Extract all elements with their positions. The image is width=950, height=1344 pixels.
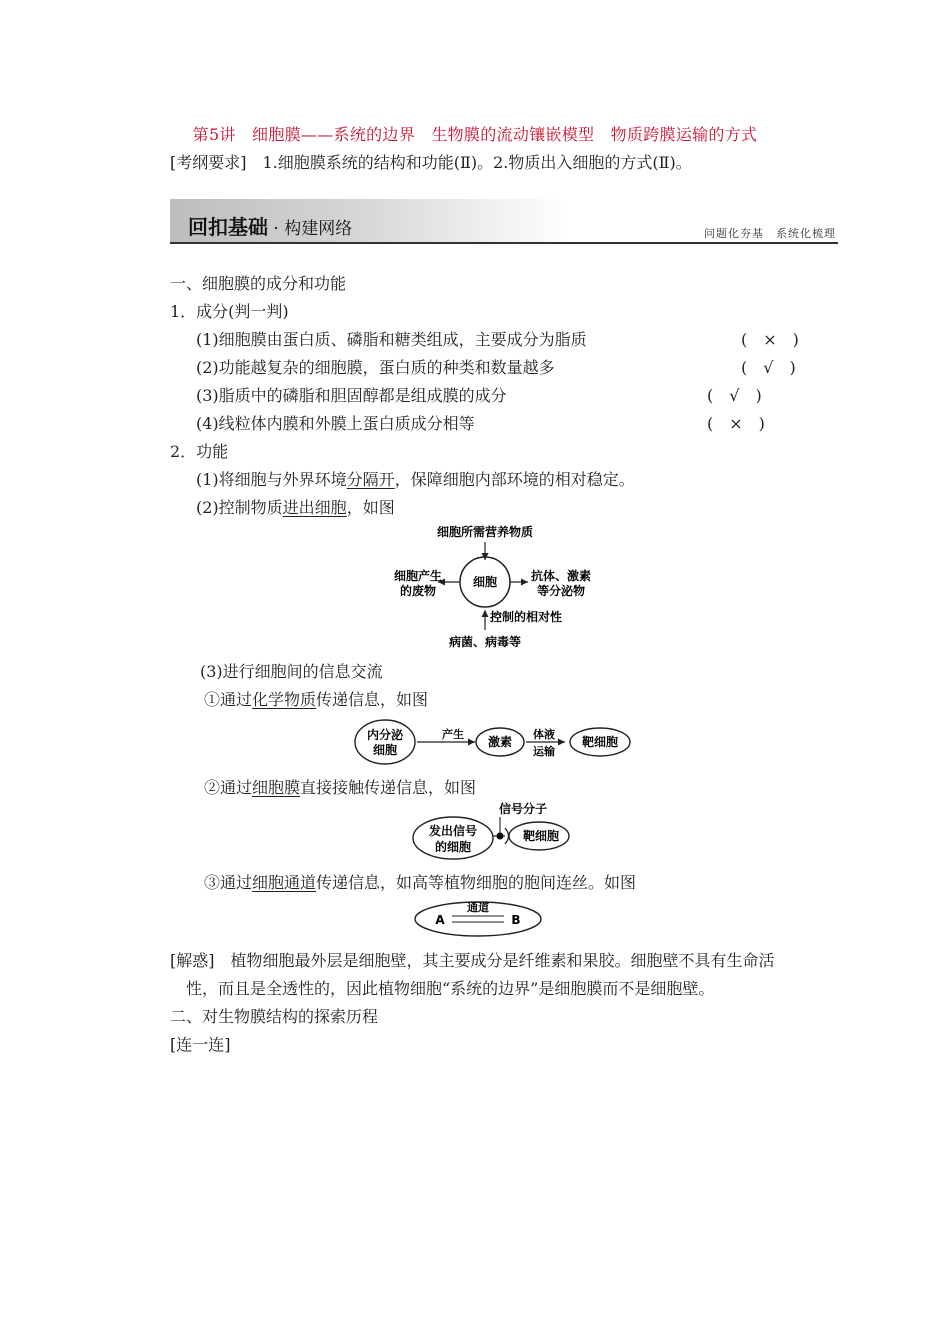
diag1-left-label-1: 细胞产生	[393, 569, 443, 583]
diag2-arrow-1-label: 产生	[442, 728, 464, 741]
section1-heading: 一、细胞膜的成分和功能	[170, 274, 347, 293]
diag1-top-label: 细胞所需营养物质	[436, 525, 534, 539]
diag4-cell-a: A	[435, 913, 445, 927]
function-1-pre: (1)将细胞与外界环境	[196, 470, 347, 489]
diag1-bottom-label: 病菌、病毒等	[448, 635, 522, 649]
diag3-signal-molecule	[497, 833, 504, 840]
function-2-pre: (2)控制物质	[196, 498, 283, 517]
banner-title	[188, 211, 352, 240]
diag1-relative-label: 控制的相对性	[490, 610, 563, 624]
diag3-sender-label-2: 的细胞	[434, 840, 472, 854]
syllabus-requirements: [考纲要求] 1.细胞膜系统的结构和功能(Ⅱ)。2.物质出入细胞的方式(Ⅱ)。	[170, 153, 692, 172]
banner-dot: ·	[268, 219, 285, 239]
diag1-center-label: 细胞	[472, 575, 498, 589]
method-1-key: 化学物质	[252, 690, 317, 709]
diag1-right-label-2: 等分泌物	[536, 584, 586, 598]
judge-mark-4: ( × )	[707, 414, 765, 433]
connect-label: [连一连]	[170, 1035, 231, 1054]
method-3-post: 传递信息，如高等植物细胞的胞间连丝。如图	[316, 873, 637, 892]
function-2	[196, 495, 395, 518]
function-3: (3)进行细胞间的信息交流	[200, 662, 383, 681]
diag1-right-label-1: 抗体、激素	[530, 569, 592, 583]
method-2-pre: ②通过	[204, 778, 253, 797]
diag2-arrow-2-label-1: 体液	[533, 728, 555, 741]
diagram-contact-signal	[405, 799, 575, 863]
judge-mark-2: ( √ )	[741, 358, 796, 377]
clarify-line-2: 性，而且是全透性的，因此植物细胞“系统的边界”是细胞膜而不是细胞壁。	[186, 979, 715, 998]
diagram-control-substances	[380, 520, 620, 654]
method-2-post: 直接接触传递信息，如图	[300, 778, 477, 797]
method-1-pre: ①通过	[204, 690, 253, 709]
lesson-title: 第5讲 细胞膜——系统的边界 生物膜的流动镶嵌模型 物质跨膜运输的方式	[192, 125, 758, 144]
diag3-sender-label-1: 发出信号	[428, 824, 478, 838]
banner-right-note: 问题化夯基 系统化梳理	[704, 227, 836, 240]
function-heading: 2．功能	[170, 442, 229, 461]
function-1	[196, 467, 635, 490]
diagram-chemical-signal	[350, 715, 635, 771]
diagram-channel-signal	[408, 897, 548, 941]
function-1-post: ，保障细胞内部环境的相对稳定。	[394, 470, 635, 489]
banner-main: 回扣基础	[188, 215, 268, 239]
diag2-endocrine-node	[355, 720, 415, 764]
banner-sub: 构建网络	[284, 219, 353, 239]
function-2-key: 进出细胞	[282, 498, 347, 517]
section2-heading: 二、对生物膜结构的探索历程	[170, 1007, 379, 1026]
diag2-node1-label-1: 内分泌	[366, 728, 404, 742]
method-2	[204, 775, 476, 798]
judge-item-3: (3)脂质中的磷脂和胆固醇都是组成膜的成分	[196, 386, 507, 405]
diag3-target-label: 靶细胞	[522, 829, 560, 843]
section-banner	[170, 199, 838, 244]
function-2-post: ，如图	[346, 498, 395, 517]
banner-rule	[170, 242, 838, 244]
judge-item-2: (2)功能越复杂的细胞膜，蛋白质的种类和数量越多	[196, 358, 555, 377]
clarify-line-1: [解惑] 植物细胞最外层是细胞壁，其主要成分是纤维素和果胶。细胞壁不具有生命活	[170, 951, 775, 970]
method-3-pre: ③通过	[204, 873, 253, 892]
diag1-left-label-2: 的废物	[399, 584, 437, 598]
diag4-cell-b: B	[511, 913, 521, 927]
diag2-node2-label: 激素	[487, 735, 513, 749]
judge-mark-1: ( × )	[741, 330, 799, 349]
function-1-key: 分隔开	[346, 470, 395, 489]
judge-mark-3: ( √ )	[707, 386, 762, 405]
composition-heading: 1．成分(判一判)	[170, 302, 289, 321]
method-1-post: 传递信息，如图	[316, 690, 429, 709]
diag2-arrow-2-label-2: 运输	[533, 745, 555, 758]
diag4-channel-label: 通道	[467, 901, 489, 914]
method-2-key: 细胞膜	[252, 778, 301, 797]
diag3-signal-label: 信号分子	[498, 802, 548, 816]
method-3-key: 细胞通道	[252, 873, 317, 892]
diag2-node3-label: 靶细胞	[581, 735, 619, 749]
method-3	[204, 870, 636, 893]
diag3-receptor	[505, 828, 509, 844]
judge-item-4: (4)线粒体内膜和外膜上蛋白质成分相等	[196, 414, 475, 433]
diag2-node1-label-2: 细胞	[372, 743, 398, 757]
judge-item-1: (1)细胞膜由蛋白质、磷脂和糖类组成，主要成分为脂质	[196, 330, 587, 349]
method-1	[204, 687, 428, 710]
